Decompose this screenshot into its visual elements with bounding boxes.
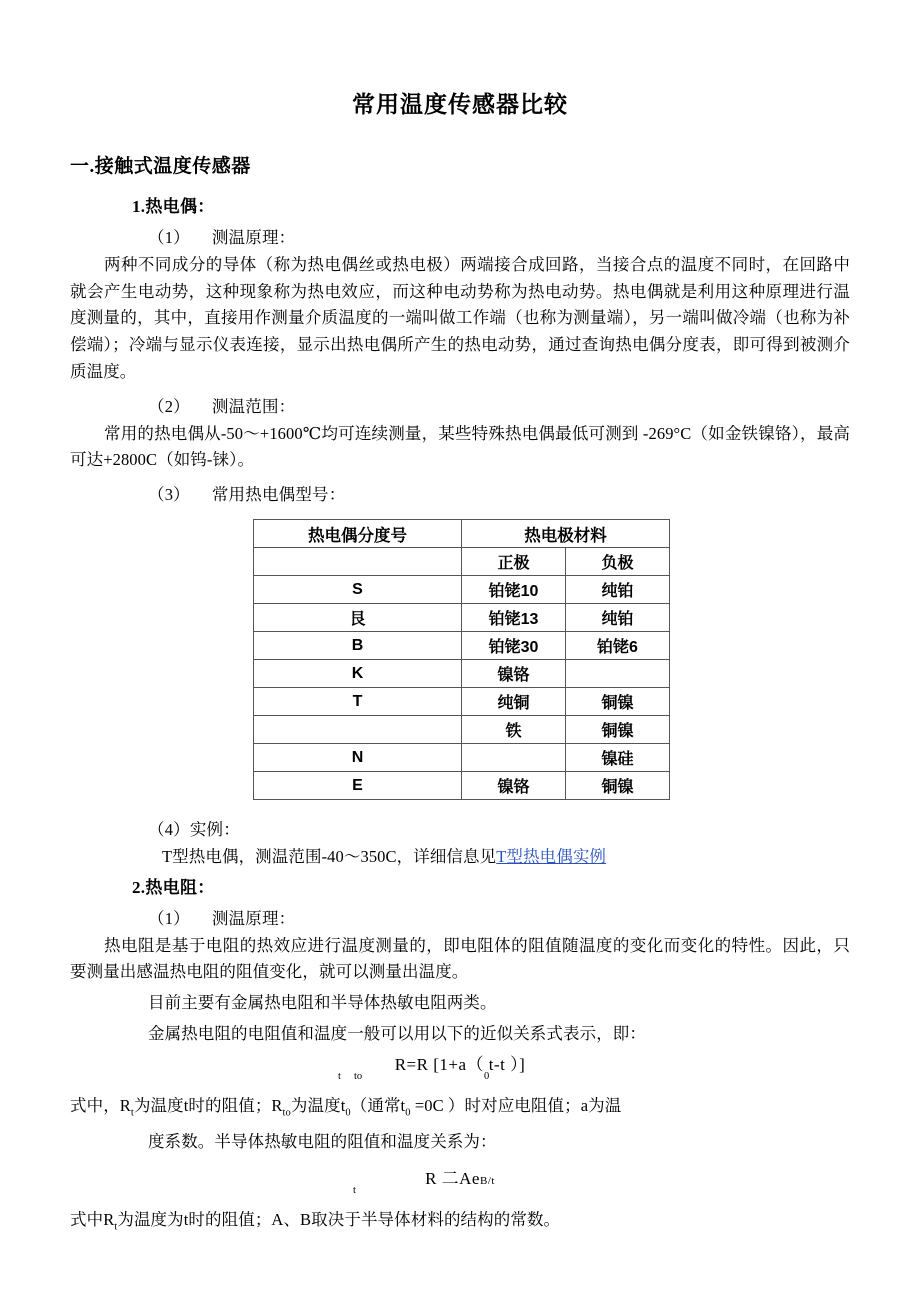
list-marker: （2） — [148, 396, 190, 416]
cell-negative: 铜镍 — [566, 772, 670, 800]
page-title: 常用温度传感器比较 — [352, 92, 568, 117]
paragraph-formula-legend-1 — [70, 1093, 850, 1121]
cell-code: E — [254, 772, 462, 800]
legend-text-3: 为温度t — [290, 1095, 346, 1115]
table-subheader-row — [254, 548, 670, 576]
subsection-heading-thermocouple: 1.热电偶： — [132, 197, 215, 216]
formula-thermistor — [70, 1164, 850, 1189]
table-subheader-negative: 负极 — [566, 548, 670, 576]
formula-metal-rtd — [70, 1050, 850, 1075]
paragraph-formula-legend-2 — [70, 1207, 850, 1235]
link-t-type-thermocouple-example[interactable]: T型热电偶实例 — [496, 847, 607, 867]
list-marker: （1） — [148, 908, 190, 928]
section-heading-1: 一.接触式温度传感器 — [70, 156, 251, 177]
formula-body: R=R [1+a（ t-t ）] — [394, 1054, 526, 1074]
legend2-text-1: 式中R — [70, 1209, 115, 1229]
formula-subscripts-row — [70, 1070, 850, 1087]
table-row — [254, 576, 670, 604]
table-row — [254, 660, 670, 688]
formula-sub-rt: t — [338, 1070, 341, 1082]
list-label: （4）实例： — [148, 820, 240, 840]
legend-text-4: （通常t — [350, 1095, 406, 1115]
legend2-sub-1: t — [114, 1220, 118, 1232]
list-item-2-1 — [148, 905, 850, 929]
cell-code: S — [254, 576, 462, 604]
table-row — [254, 744, 670, 772]
thermocouple-type-table-wrapper — [253, 519, 850, 800]
list-item-1-4 — [148, 816, 850, 840]
thermocouple-type-table — [253, 519, 670, 800]
list-marker: （3） — [148, 485, 190, 505]
table-row — [254, 632, 670, 660]
table-row — [254, 604, 670, 632]
cell-positive: 镍铬 — [462, 772, 566, 800]
legend-sub-2: to — [282, 1106, 291, 1118]
formula2-subscripts-row — [70, 1184, 850, 1201]
formula2-sub-rt: t — [353, 1184, 356, 1196]
table-subheader-blank — [254, 548, 462, 576]
paragraph-rtd-principle: 热电阻是基于电阻的热效应进行温度测量的，即电阻体的阻值随温度的变化而变化的特性。因此，只要测量出感温热电阻的阻值变化，就可以测量出温度。 — [70, 935, 850, 982]
table-subheader-positive: 正极 — [462, 548, 566, 576]
paragraph-rtd-formula-intro: 金属热电阻的电阻值和温度一般可以用以下的近似关系式表示，即： — [148, 1023, 646, 1043]
cell-code: B — [254, 632, 462, 660]
list-item-1-3 — [148, 481, 850, 505]
cell-negative — [566, 660, 670, 688]
list-label: 常用热电偶型号： — [211, 485, 346, 505]
legend-sub-3: 0 — [345, 1106, 351, 1118]
list-label: 测温原理： — [211, 908, 296, 928]
paragraph-rtd-types: 目前主要有金属热电阻和半导体热敏电阻两类。 — [148, 993, 497, 1013]
paragraph-measurement-range: 常用的热电偶从-50～+1600℃均可连续测量，某些特殊热电偶最低可测到 -269°C（如金铁镍铬），最高可达+2800C（如钨-铼）。 — [70, 423, 850, 470]
table-header-row — [254, 520, 670, 548]
cell-negative: 镍硅 — [566, 744, 670, 772]
list-item-1-2 — [148, 393, 850, 417]
cell-positive: 纯铜 — [462, 688, 566, 716]
cell-negative: 纯铂 — [566, 576, 670, 604]
legend-text-1: 式中，R — [70, 1095, 131, 1115]
cell-positive: 铁 — [462, 716, 566, 744]
formula-body: R 二Ae — [425, 1168, 480, 1188]
cell-negative: 纯铂 — [566, 604, 670, 632]
legend-text-5: =0C ）时对应电阻值；a为温 — [410, 1095, 622, 1115]
legend-text-2: 为温度t时的阻值；R — [133, 1095, 283, 1115]
cell-positive — [462, 744, 566, 772]
cell-code: T — [254, 688, 462, 716]
formula-exponent: B/t — [479, 1174, 495, 1187]
cell-positive: 铂铑10 — [462, 576, 566, 604]
example-text: T型热电偶，测温范围-40～350C，详细信息见 — [162, 847, 497, 867]
formula-sub-rto: to — [354, 1070, 363, 1082]
paragraph-temp-coefficient: 度系数。半导体热敏电阻的阻值和温度关系为： — [148, 1131, 497, 1151]
document-content — [70, 0, 850, 1235]
cell-positive: 镍铬 — [462, 660, 566, 688]
cell-code: N — [254, 744, 462, 772]
table-header-code: 热电偶分度号 — [254, 520, 462, 548]
legend-sub-1: t — [130, 1106, 134, 1118]
cell-code: K — [254, 660, 462, 688]
cell-positive: 铂铑30 — [462, 632, 566, 660]
list-label: 测温原理： — [211, 228, 296, 247]
cell-code: 艮 — [254, 604, 462, 632]
cell-negative: 铜镍 — [566, 688, 670, 716]
cell-positive: 铂铑13 — [462, 604, 566, 632]
legend2-text-2: 为温度为t时的阻值；A、B取决于半导体材料的结构的常数。 — [117, 1209, 561, 1229]
list-item-1-1 — [148, 224, 850, 248]
formula-sub-t0: 0 — [484, 1070, 490, 1082]
paragraph-measurement-principle: 两种不同成分的导体（称为热电偶丝或热电极）两端接合成回路，当接合点的温度不同时，在回路中就会产生电动势，这种现象称为热电效应，而这种电动势称为热电动势。热电偶就是利用这种原理进行温度测量的，其中，直接用作测量介质温度的一端叫做工作端（也称为测量端），另一端叫做冷端（也称为补偿端）；冷端与显示仪表连接，显示出热电偶所产生的热电动势，通过查询热电偶分度表，即可得到被测介质温度。 — [70, 255, 850, 381]
cell-negative: 铂铑6 — [566, 632, 670, 660]
subsection-heading-rtd: 2.热电阻： — [132, 877, 215, 897]
cell-negative: 铜镍 — [566, 716, 670, 744]
cell-code — [254, 716, 462, 744]
paragraph-example — [162, 844, 850, 871]
table-row — [254, 716, 670, 744]
table-row — [254, 688, 670, 716]
table-row — [254, 772, 670, 800]
legend-sub-4: 0 — [405, 1106, 411, 1118]
table-header-material: 热电极材料 — [462, 520, 670, 548]
list-marker: （1） — [148, 228, 190, 247]
list-label: 测温范围： — [211, 396, 296, 416]
